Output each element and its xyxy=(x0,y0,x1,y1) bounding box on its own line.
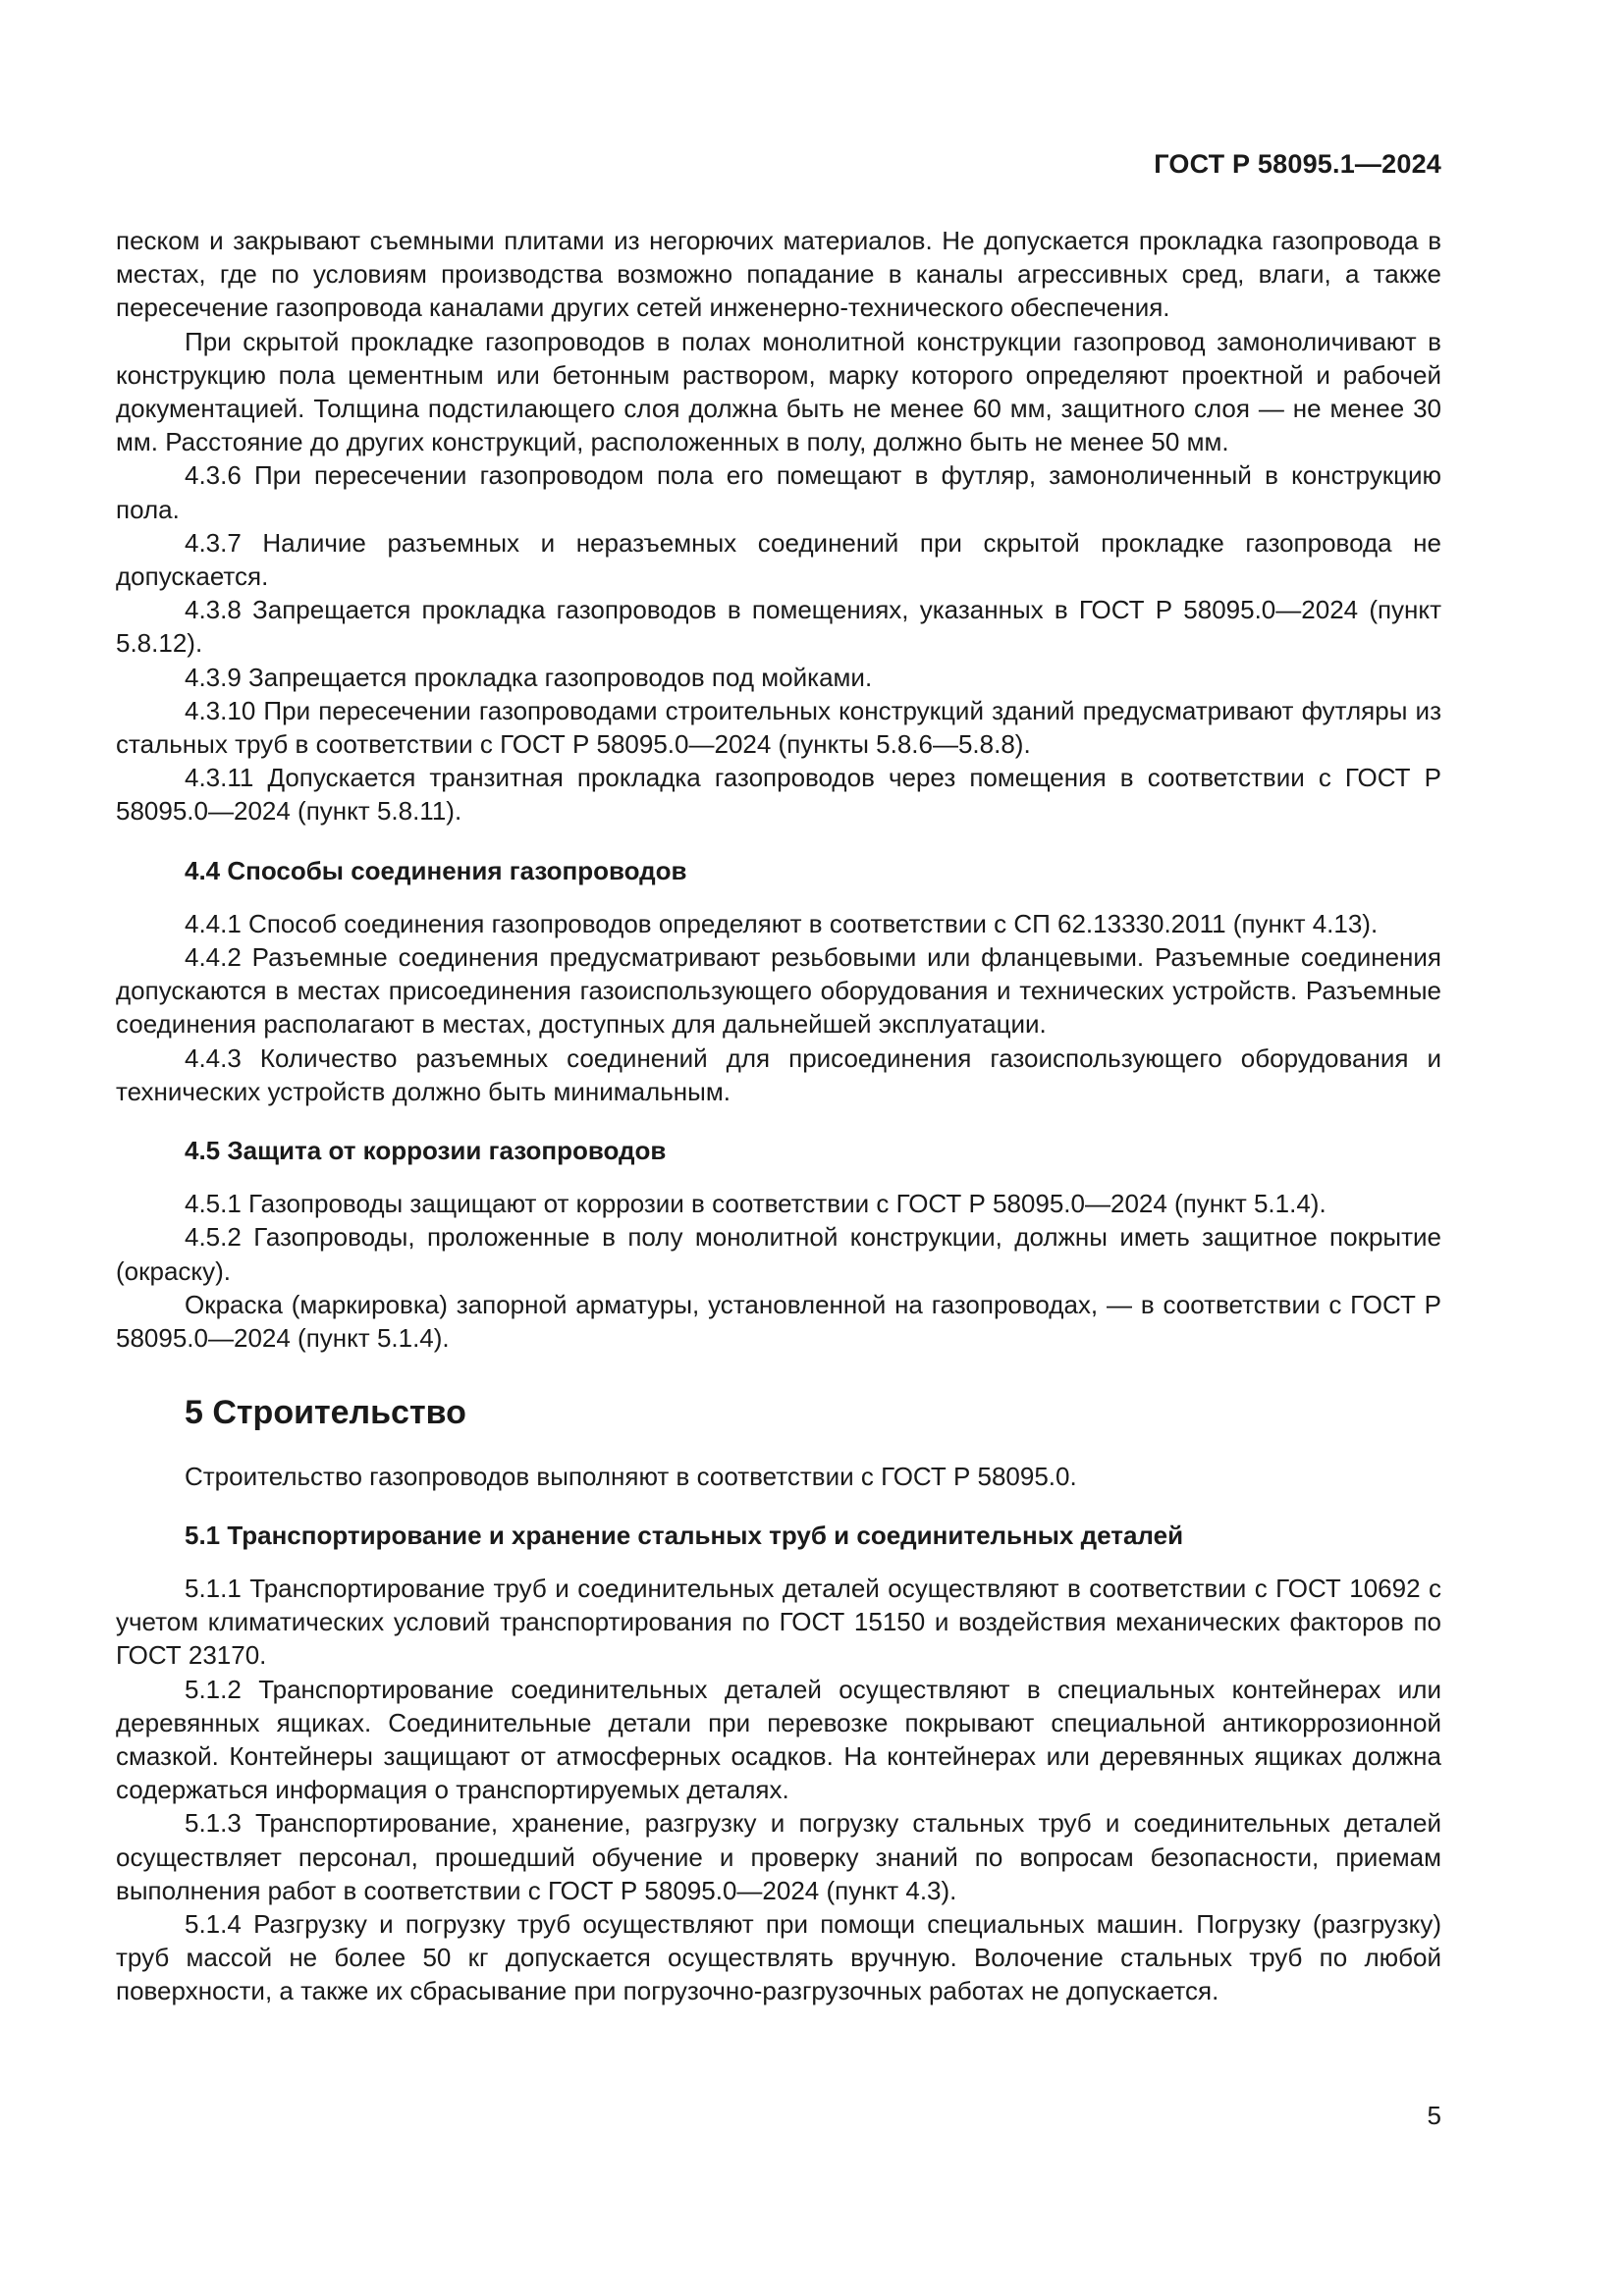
paragraph: Окраска (маркировка) запорной арматуры, установленной на газопроводах, — в соответствии с ГОСТ Р 58095.0—2024 (пункт 5.1.4). xyxy=(116,1289,1441,1354)
clause-5-1-1: 5.1.1 Транспортирование труб и соединительных деталей осуществляют в соответствии с ГОСТ 10692 с учетом климатических условий транспортирования по ГОСТ 15150 и воздействия механических факторов по ГОСТ 23170. xyxy=(116,1573,1441,1671)
clause-5-1-3: 5.1.3 Транспортирование, хранение, разгрузку и погрузку стальных труб и соединительных деталей осуществляет персонал, прошедший обучение и проверку знаний по вопросам безопасности, приемам выполнения работ в соответствии с ГОСТ Р 58095.0—2024 (пункт 4.3). xyxy=(116,1808,1441,1905)
page-number: 5 xyxy=(1427,2101,1441,2130)
clause-4-4-3: 4.4.3 Количество разъемных соединений для присоединения газоиспользующего оборудования и технических устройств должно быть минимальным. xyxy=(116,1042,1441,1106)
clause-4-3-9: 4.3.9 Запрещается прокладка газопроводов под мойками. xyxy=(185,662,873,692)
clause-4-3-7: 4.3.7 Наличие разъемных и неразъемных соединений при скрытой прокладке газопровода не допускается. xyxy=(116,527,1441,592)
paragraph: При скрытой прокладке газопроводов в полах монолитной конструкции газопровод замоноличивают в конструкцию пола цементным или бетонным раствором, марку которого определяют проектной и рабочей документацией. Толщина подстилающего слоя должна быть не менее 60 мм, защитного слоя — не менее 30 мм. Расстояние до других конструкций, расположенных в полу, должно быть не менее 50 мм. xyxy=(116,326,1441,457)
clause-5-1-2: 5.1.2 Транспортирование соединительных деталей осуществляют в специальных контейнерах или деревянных ящиках. Соединительные детали при перевозке покрывают специальной антикоррозионной смазкой. Контейнеры защищают от атмосферных осадков. На контейнерах или деревянных ящиках должна содержаться информация о транспортируемых деталях. xyxy=(116,1674,1441,1805)
clause-4-3-10: 4.3.10 При пересечении газопроводами строительных конструкций зданий предусматривают футляры из стальных труб в соответствии с ГОСТ Р 58095.0—2024 (пункты 5.8.6—5.8.8). xyxy=(116,695,1441,760)
section-heading-5-1: 5.1 Транспортирование и хранение стальных труб и соединительных деталей xyxy=(185,1520,1184,1550)
document-code-header: ГОСТ Р 58095.1—2024 xyxy=(1154,149,1441,179)
paragraph: песком и закрывают съемными плитами из негорючих материалов. Не допускается прокладка газопровода в местах, где по условиям производства возможно попадание в каналы агрессивных сред, влаги, а также пересечение газопровода каналами других сетей инженерно-технического обеспечения. xyxy=(116,226,1441,323)
chapter-heading-5: 5 Строительство xyxy=(185,1394,466,1432)
clause-4-3-8: 4.3.8 Запрещается прокладка газопроводов в помещениях, указанных в ГОСТ Р 58095.0—2024 (пункт 5.8.12). xyxy=(116,595,1441,659)
paragraph: Строительство газопроводов выполняют в соответствии с ГОСТ Р 58095.0. xyxy=(185,1461,1077,1491)
clause-5-1-4: 5.1.4 Разгрузку и погрузку труб осуществляют при помощи специальных машин. Погрузку (разгрузку) труб массой не более 50 кг допускается осуществлять вручную. Волочение стальных труб по любой поверхности, а также их сбрасывание при погрузочно-разгрузочных работах не допускается. xyxy=(116,1908,1441,2006)
clause-4-5-1: 4.5.1 Газопроводы защищают от коррозии в соответствии с ГОСТ Р 58095.0—2024 (пункт 5.1.4). xyxy=(185,1189,1326,1219)
clause-4-3-11: 4.3.11 Допускается транзитная прокладка газопроводов через помещения в соответствии с ГОСТ Р 58095.0—2024 (пункт 5.8.11). xyxy=(116,763,1441,827)
clause-4-3-6: 4.3.6 При пересечении газопроводом пола его помещают в футляр, замоноличенный в конструкцию пола. xyxy=(116,460,1441,524)
clause-4-4-1: 4.4.1 Способ соединения газопроводов определяют в соответствии с СП 62.13330.2011 (пункт 4.13). xyxy=(185,908,1379,938)
section-heading-4-4: 4.4 Способы соединения газопроводов xyxy=(185,855,687,885)
document-body xyxy=(116,224,1441,2008)
clause-4-5-2: 4.5.2 Газопроводы, проложенные в полу монолитной конструкции, должны иметь защитное покрытие (окраску). xyxy=(116,1222,1441,1286)
clause-4-4-2: 4.4.2 Разъемные соединения предусматривают резьбовыми или фланцевыми. Разъемные соединения допускаются в местах присоединения газоиспользующего оборудования и технических устройств. Разъемные соединения располагают в местах, доступных для дальнейшей эксплуатации. xyxy=(116,942,1441,1040)
section-heading-4-5: 4.5 Защита от коррозии газопроводов xyxy=(185,1136,667,1166)
